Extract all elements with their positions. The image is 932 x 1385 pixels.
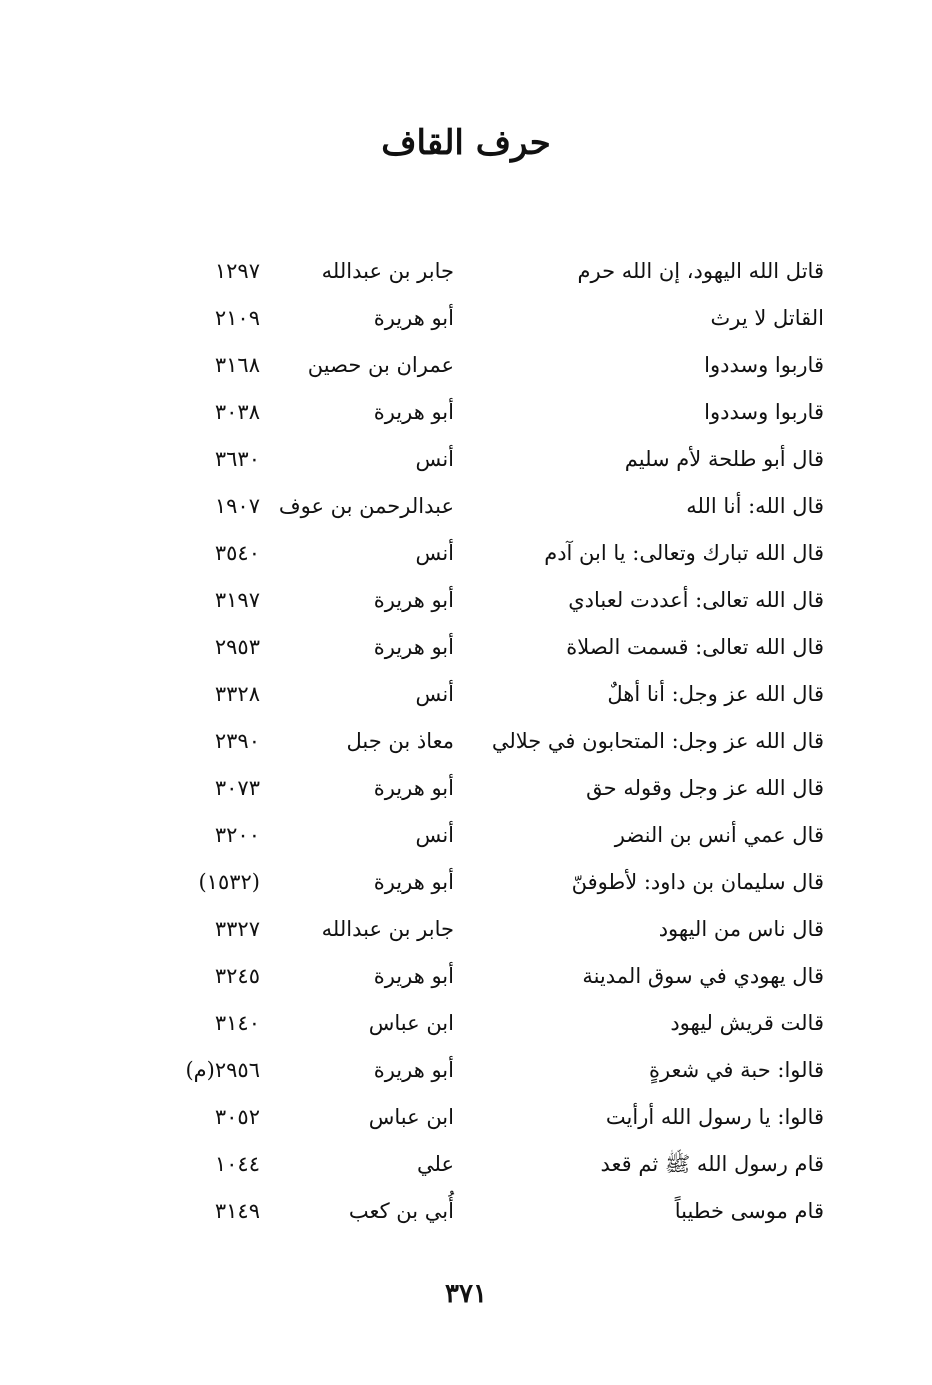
hadith-number: ١٠٤٤ xyxy=(214,1152,260,1176)
narrator-name: أنس xyxy=(415,541,454,565)
table-row xyxy=(0,765,932,812)
hadith-number: ١٩٠٧ xyxy=(214,494,260,518)
narrator-name: علي xyxy=(417,1152,454,1176)
hadith-text: قال الله عز وجل: أنا أهلٌ xyxy=(607,682,824,706)
hadith-text: قال الله تعالى: أعددت لعبادي xyxy=(568,588,824,612)
hadith-text: قام رسول الله ﷺ ثم قعد xyxy=(600,1152,824,1176)
hadith-text: قال الله: أنا الله xyxy=(686,494,824,518)
narrator-name: أبو هريرة xyxy=(373,306,454,330)
narrator-name: أبو هريرة xyxy=(373,588,454,612)
narrator-name: أبو هريرة xyxy=(373,776,454,800)
hadith-number: ٣١٤٠ xyxy=(214,1011,260,1035)
hadith-number: ٢٣٩٠ xyxy=(214,729,260,753)
hadith-number: ٣٦٣٠ xyxy=(214,447,260,471)
hadith-text: القاتل لا يرث xyxy=(710,306,824,330)
hadith-text: قال الله تعالى: قسمت الصلاة xyxy=(566,635,824,659)
hadith-text: قام موسى خطيباً xyxy=(674,1199,824,1223)
narrator-name: جابر بن عبدالله xyxy=(321,259,454,283)
hadith-number: ٣٠٥٢ xyxy=(214,1105,260,1129)
hadith-text: قاربوا وسددوا xyxy=(704,353,824,377)
hadith-number: ١٢٩٧ xyxy=(214,259,260,283)
hadith-number: ٣١٤٩ xyxy=(214,1199,260,1223)
hadith-text: قال عمي أنس بن النضر xyxy=(614,823,824,847)
hadith-text: قالوا: يا رسول الله أرأيت xyxy=(605,1105,824,1129)
hadith-text: قال سليمان بن داود: لأطوفنّ xyxy=(571,870,824,894)
narrator-name: معاذ بن جبل xyxy=(346,729,454,753)
hadith-number: ٣٥٤٠ xyxy=(214,541,260,565)
hadith-text: قال الله عز وجل: المتحابون في جلالي xyxy=(491,729,824,753)
table-row xyxy=(0,1047,932,1094)
narrator-name: ابن عباس xyxy=(368,1105,454,1129)
table-row xyxy=(0,953,932,1000)
table-row xyxy=(0,671,932,718)
narrator-name: أبو هريرة xyxy=(373,400,454,424)
table-row xyxy=(0,812,932,859)
hadith-text: قاتل الله اليهود، إن الله حرم xyxy=(577,259,824,283)
table-row xyxy=(0,624,932,671)
table-row xyxy=(0,483,932,530)
table-row xyxy=(0,1000,932,1047)
table-row xyxy=(0,342,932,389)
hadith-number: ٢١٠٩ xyxy=(214,306,260,330)
hadith-number: (١٥٣٢) xyxy=(198,870,260,894)
narrator-name: عبدالرحمن بن عوف xyxy=(278,494,454,518)
hadith-text: قال الله عز وجل وقوله حق xyxy=(586,776,824,800)
narrator-name: أبو هريرة xyxy=(373,635,454,659)
narrator-name: أبو هريرة xyxy=(373,964,454,988)
page-number: ٣٧١ xyxy=(445,1279,487,1309)
table-row xyxy=(0,1141,932,1188)
hadith-text: قال الله تبارك وتعالى: يا ابن آدم xyxy=(544,541,824,565)
table-row xyxy=(0,1094,932,1141)
hadith-number: ٢٩٥٣ xyxy=(214,635,260,659)
hadith-number: ٣٠٣٨ xyxy=(214,400,260,424)
hadith-text: قال أبو طلحة لأم سليم xyxy=(624,447,824,471)
narrator-name: أنس xyxy=(415,823,454,847)
narrator-name: عمران بن حصين xyxy=(307,353,454,377)
page-title: حرف القاف xyxy=(381,123,551,163)
table-row xyxy=(0,389,932,436)
hadith-number: ٣١٩٧ xyxy=(214,588,260,612)
hadith-number: ٣١٦٨ xyxy=(214,353,260,377)
narrator-name: جابر بن عبدالله xyxy=(321,917,454,941)
hadith-number: ٢٩٥٦(م) xyxy=(185,1058,260,1082)
table-row xyxy=(0,577,932,624)
hadith-number: ٣٠٧٣ xyxy=(214,776,260,800)
narrator-name: أنس xyxy=(415,682,454,706)
hadith-number: ٣٣٢٧ xyxy=(214,917,260,941)
index-table xyxy=(0,248,932,1238)
narrator-name: ابن عباس xyxy=(368,1011,454,1035)
hadith-number: ٣٢٤٥ xyxy=(214,964,260,988)
table-row xyxy=(0,436,932,483)
hadith-number: ٣٣٢٨ xyxy=(214,682,260,706)
table-row xyxy=(0,906,932,953)
hadith-text: قالت قريش ليهود xyxy=(670,1011,824,1035)
table-row xyxy=(0,295,932,342)
table-row xyxy=(0,530,932,577)
narrator-name: أبو هريرة xyxy=(373,870,454,894)
narrator-name: أبو هريرة xyxy=(373,1058,454,1082)
table-row xyxy=(0,718,932,765)
hadith-text: قالوا: حبة في شعرةٍ xyxy=(648,1058,824,1082)
hadith-text: قاربوا وسددوا xyxy=(704,400,824,424)
hadith-text: قال يهودي في سوق المدينة xyxy=(582,964,824,988)
hadith-text: قال ناس من اليهود xyxy=(658,917,824,941)
table-row xyxy=(0,1188,932,1235)
narrator-name: أنس xyxy=(415,447,454,471)
table-row xyxy=(0,859,932,906)
narrator-name: أُبي بن كعب xyxy=(348,1199,454,1223)
hadith-number: ٣٢٠٠ xyxy=(214,823,260,847)
table-row xyxy=(0,248,932,295)
